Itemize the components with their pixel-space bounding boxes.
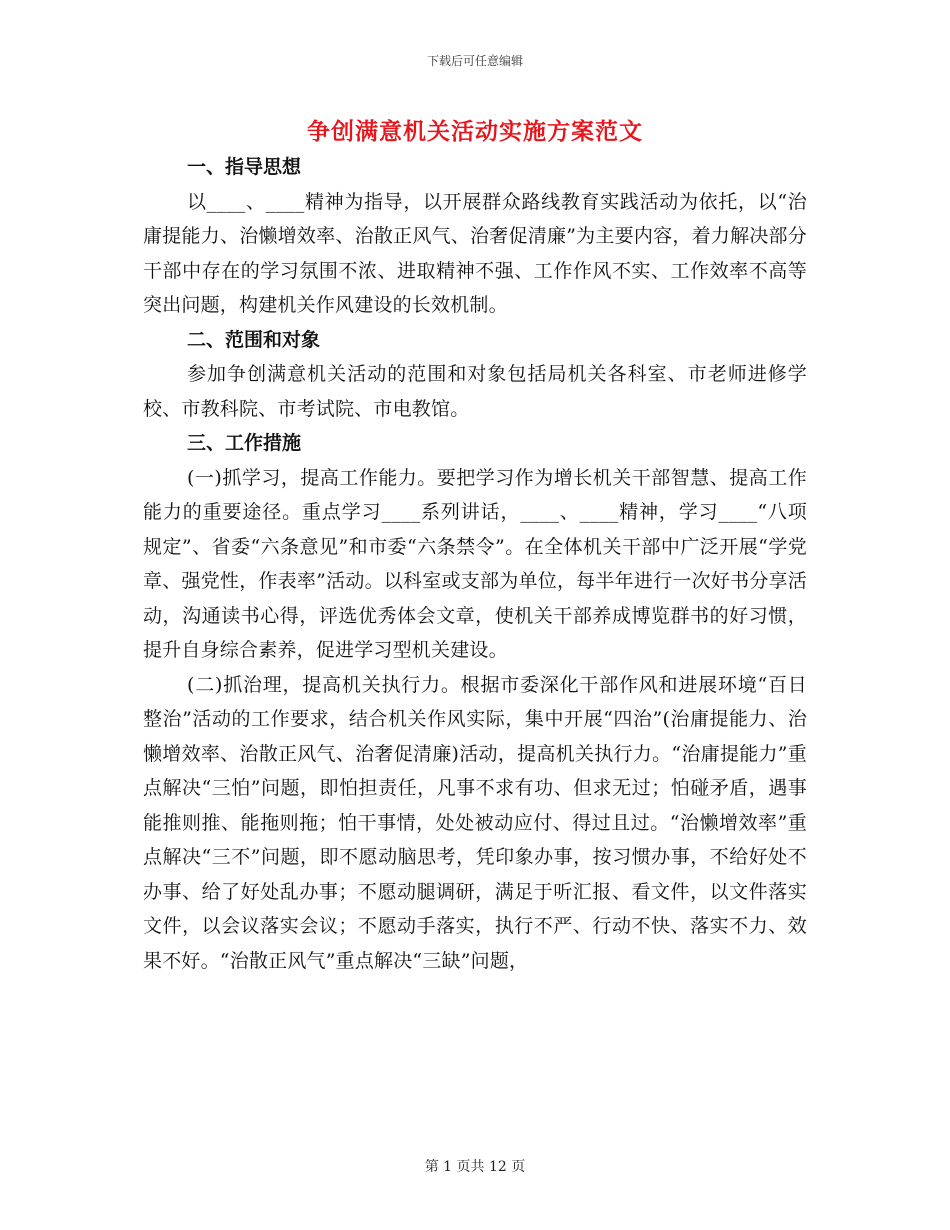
paragraph: (二)抓治理，提高机关执行力。根据市委深化干部作风和进展环境“百日整治”活动的工作要求，结合机关作风实际，集中开展“四治”(治庸提能力、治懒增效率、治散正风气、治奢促清廉)活动，提高机关执行力。“治庸提能力”重点解决“三怕”问题，即怕担责任，凡事不求有功、但求无过；怕碰矛盾，遇事能推则推、能拖则拖；怕干事情，处处被动应付、得过且过。“治懒增效率”重点解决“三不”问题，即不愿动脑思考，凭印象办事，按习惯办事，不给好处不办事、给了好处乱办事；不愿动腿调研，满足于听汇报、看文件，以文件落实文件，以会议落实会议；不愿动手落实，执行不严、行动不快、落实不力、效果不好。“治散正风气”重点解决“三缺”问题， bbox=[143, 673, 807, 972]
section-guiding-ideology bbox=[143, 150, 807, 323]
document-body bbox=[143, 150, 807, 978]
paragraph: 以____、____精神为指导，以开展群众路线教育实践活动为依托，以“治庸提能力、治懒增效率、治散正风气、治奢促清廉”为主要内容，着力解决部分干部中存在的学习氛围不浓、进取精神不强、工作作风不实、工作效率不高等突出问题，构建机关作风建设的长效机制。 bbox=[143, 190, 807, 316]
section-scope bbox=[143, 323, 807, 427]
section-measures bbox=[143, 426, 807, 978]
paragraph: (一)抓学习，提高工作能力。要把学习作为增长机关干部智慧、提高工作能力的重要途径。重点学习____系列讲话，____、____精神，学习____“八项规定”、省委“六条意见”和市委“六条禁令”。在全体机关干部中广泛开展“学党章、强党性，作表率”活动。以科室或支部为单位，每半年进行一次好书分享活动，沟通读书心得，评选优秀体会文章，使机关干部养成博览群书的好习惯，提升自身综合素养，促进学习型机关建设。 bbox=[143, 466, 807, 661]
section-heading: 三、工作措施 bbox=[187, 432, 302, 454]
page-footer: 第 1 页共 12 页 bbox=[424, 1159, 526, 1175]
paragraph: 参加争创满意机关活动的范围和对象包括局机关各科室、市老师进修学校、市教科院、市考试院、市电教馆。 bbox=[143, 363, 807, 420]
page-header: 下载后可任意编辑 bbox=[426, 54, 523, 68]
document-title: 争创满意机关活动实施方案范文 bbox=[307, 118, 643, 145]
section-heading: 一、指导思想 bbox=[187, 156, 302, 178]
section-heading: 二、范围和对象 bbox=[187, 328, 321, 351]
